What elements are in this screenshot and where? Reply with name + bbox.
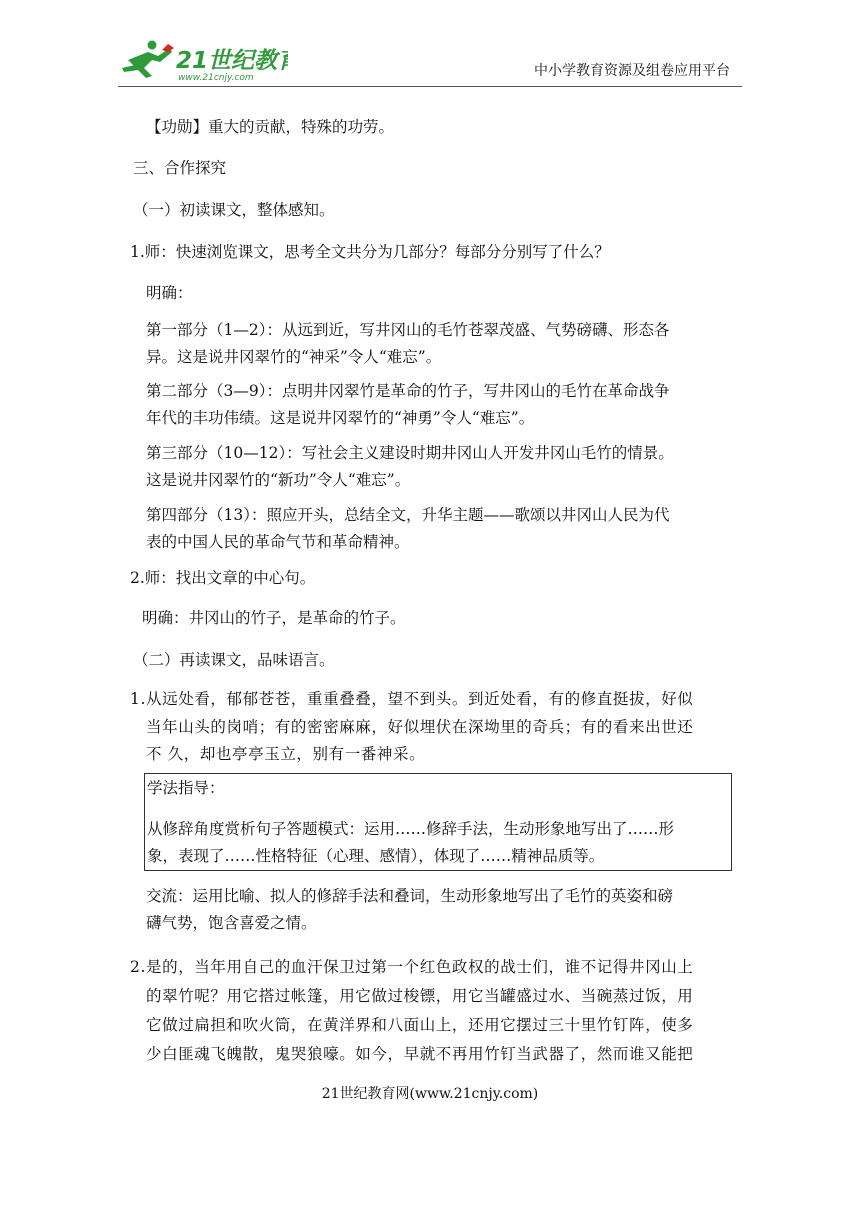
platform-name: 中小学教育资源及组卷应用平台 bbox=[534, 63, 730, 79]
quote1-line2: 当年山头的岗哨；有的密密麻麻，好似埋伏在深坳里的奇兵；有的看来出世还 bbox=[146, 718, 694, 736]
subsection-heading-1: （一）初读课文，整体感知。 bbox=[133, 201, 335, 219]
discussion-line2: 礴气势，饱含喜爱之情。 bbox=[146, 914, 317, 932]
logo-text: 21世纪教育 bbox=[176, 48, 288, 74]
part1-line1: 第一部分（1—2）：从远到近，写井冈山的毛竹苍翠茂盛、气势磅礴、形态各 bbox=[146, 321, 670, 339]
quote2-line1: 2.是的，当年用自己的血汗保卫过第一个红色政权的战士们，谁不记得井冈山上 bbox=[130, 958, 694, 976]
study-guide-line2: 象，表现了……性格特征（心理、感情），体现了……精神品质等。 bbox=[147, 847, 605, 865]
section-heading-3: 三、合作探究 bbox=[133, 159, 227, 177]
quote2-line4: 少白匪魂飞魄散，鬼哭狼嚎。如今，早就不再用竹钉当武器了，然而谁又能把 bbox=[146, 1045, 694, 1063]
runner-logo-icon bbox=[118, 38, 288, 84]
answer-label-1: 明确： bbox=[146, 284, 193, 302]
part4-line2: 表的中国人民的革命气节和革命精神。 bbox=[146, 533, 410, 551]
quote2-line2: 的翠竹呢？用它搭过帐篷，用它做过梭镖，用它当罐盛过水、当碗蒸过饭，用 bbox=[146, 987, 694, 1005]
answer-2: 明确：井冈山的竹子，是革命的竹子。 bbox=[142, 609, 406, 627]
discussion-line1: 交流：运用比喻、拟人的修辞手法和叠词，生动形象地写出了毛竹的英姿和磅 bbox=[146, 887, 674, 905]
logo bbox=[118, 38, 288, 84]
part1-line2: 异。这是说井冈翠竹的“神采”令人“难忘”。 bbox=[146, 348, 442, 366]
part3-line1: 第三部分（10—12）：写社会主义建设时期井冈山人开发井冈山毛竹的情景。 bbox=[146, 444, 674, 462]
study-guide-title: 学法指导： bbox=[147, 779, 225, 797]
page-footer: 21世纪教育网(www.21cnjy.com) bbox=[321, 1086, 539, 1102]
subsection-heading-2: （二）再读课文，品味语言。 bbox=[133, 651, 335, 669]
part3-line2: 这是说井冈翠竹的“新功”令人“难忘”。 bbox=[146, 471, 411, 489]
part4-line1: 第四部分（13）：照应开头，总结全文，升华主题——歌颂以井冈山人民为代 bbox=[146, 506, 670, 524]
part2-line2: 年代的丰功伟绩。这是说井冈翠竹的“神勇”令人“难忘”。 bbox=[146, 409, 535, 427]
quote1-line3: 不 久，却也亭亭玉立，别有一番神采。 bbox=[146, 745, 426, 763]
part2-line1: 第二部分（3—9）：点明井冈翠竹是革命的竹子，写井冈山的毛竹在革命战争 bbox=[146, 382, 670, 400]
question-2: 2.师：找出文章的中心句。 bbox=[130, 569, 316, 587]
header-divider bbox=[118, 86, 742, 87]
definition-gongxun: 【功勋】重大的贡献，特殊的功劳。 bbox=[146, 118, 395, 136]
study-guide-line1: 从修辞角度赏析句子答题模式：运用……修辞手法，生动形象地写出了……形 bbox=[147, 820, 675, 838]
quote1-line1: 1.从远处看，郁郁苍苍，重重叠叠，望不到头。到近处看，有的修直挺拔，好似 bbox=[130, 690, 694, 708]
question-1: 1.师：快速浏览课文，思考全文共分为几部分？每部分分别写了什么？ bbox=[130, 243, 610, 261]
logo-url: www.21cnjy.com bbox=[178, 73, 254, 83]
quote2-line3: 它做过扁担和吹火筒，在黄洋界和八面山上，还用它摆过三十里竹钉阵，使多 bbox=[146, 1016, 694, 1034]
